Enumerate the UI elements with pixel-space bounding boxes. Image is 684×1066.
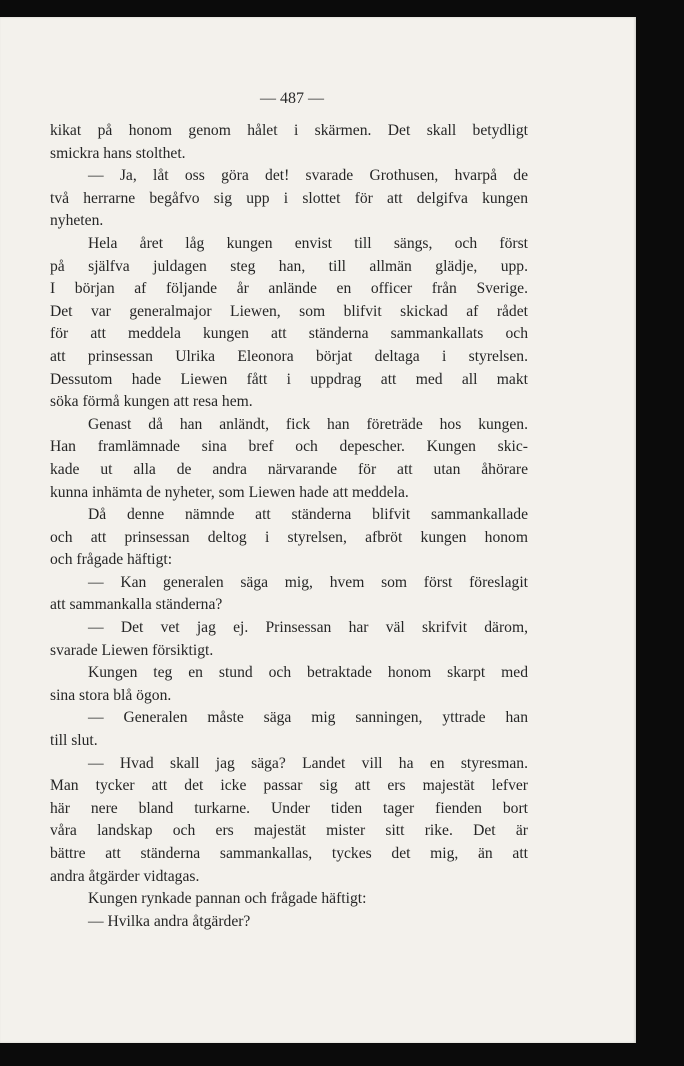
text-line: sina stora blå ögon. [50,686,172,704]
text-line: I början af följande år anlände en officer från Sverige. [50,280,528,298]
text-line: nyheten. [50,212,104,230]
text-line: — Generalen måste säga mig sanningen, yttrade han [88,709,528,727]
text-line: Dessutom hade Liewen fått i uppdrag att med all makt [50,370,528,388]
text-line: kade ut alla de andra närvarande för att utan åhörare [50,460,528,478]
text-line: två herrarne begåfvo sig upp i slottet för att delgifva kungen [50,189,528,207]
text-line: kunna inhämta de nyheter, som Liewen hade att meddela. [50,483,409,501]
text-line: smickra hans stolthet. [50,144,186,162]
text-line: för att meddela kungen att ständerna sammankallats och [50,325,528,343]
text-line: svarade Liewen försiktigt. [50,641,214,659]
text-line: Kungen teg en stund och betraktade honom skarpt med [88,664,528,682]
text-line: — Ja, låt oss göra det! svarade Grothusen, hvarpå de [88,167,528,185]
text-line: till slut. [50,732,98,750]
text-line: Hela året låg kungen envist till sängs, och först [88,234,528,252]
text-line: andra åtgärder vidtagas. [50,867,200,885]
text-line: Han framlämnade sina bref och depescher. Kungen skic- [50,438,528,456]
text-line: — Kan generalen säga mig, hvem som först föreslagit [88,573,528,591]
text-line: Genast då han anländt, fick han företräde hos kungen. [88,415,528,433]
text-line: Då denne nämnde att ständerna blifvit sammankallade [88,506,528,524]
body-text [50,120,528,933]
text-line: och frågade häftigt: [50,551,173,569]
text-line: våra landskap och ers majestät mister sitt rike. Det är [50,822,528,840]
page-number: — 487 — [260,90,324,107]
text-line: kikat på honom genom hålet i skärmen. Det skall betydligt [50,122,528,139]
text-line: — Hvad skall jag säga? Landet vill ha en styresman. [88,754,528,772]
text-line: här nere bland turkarne. Under tiden tager fienden bort [50,799,528,817]
text-line: och att prinsessan deltog i styrelsen, afbröt kungen honom [50,528,528,546]
text-line: att prinsessan Ulrika Eleonora börjat deltaga i styrelsen. [50,347,528,365]
text-line: — Det vet jag ej. Prinsessan har väl skrifvit därom, [88,619,528,637]
text-line: bättre att ständerna sammankallas, tyckes det mig, än att [50,845,528,862]
text-line: söka förmå kungen att resa hem. [50,393,253,411]
text-line: Kungen rynkade pannan och frågade häftigt: [88,890,367,908]
text-line: att sammankalla ständerna? [50,596,223,614]
text-line: — Hvilka andra åtgärder? [88,912,251,930]
text-line: på själfva juldagen steg han, till allmän glädje, upp. [50,257,528,275]
text-line: Man tycker att det icke passar sig att ers majestät lefver [50,777,528,795]
text-line: Det var generalmajor Liewen, som blifvit skickad af rådet [50,302,528,320]
book-page [0,17,636,1043]
